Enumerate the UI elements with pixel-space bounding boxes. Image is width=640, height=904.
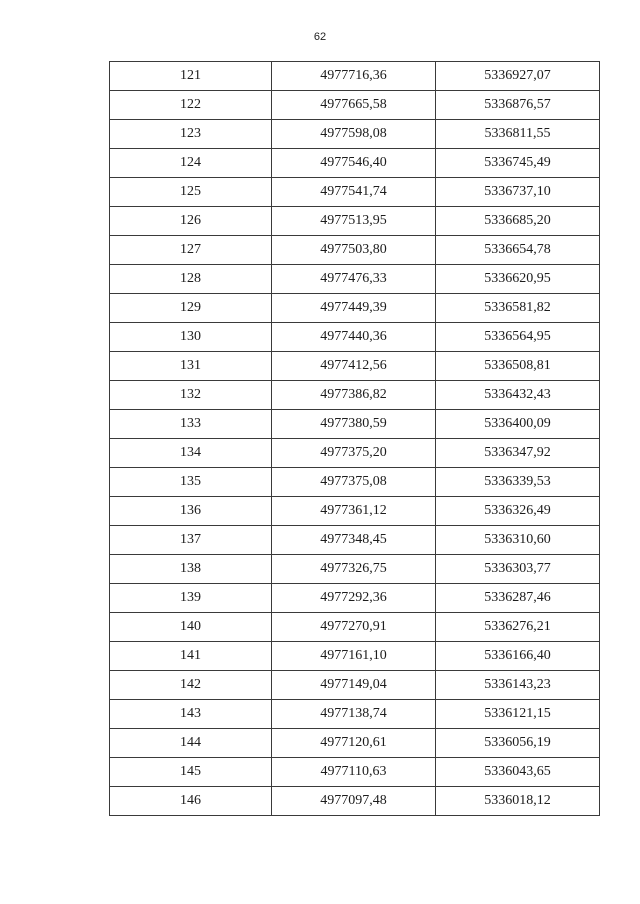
point-number-cell: 139 [110, 584, 272, 613]
point-number-cell: 136 [110, 497, 272, 526]
y-coordinate-cell: 5336339,53 [436, 468, 600, 497]
y-coordinate-cell: 5336043,65 [436, 758, 600, 787]
x-coordinate-cell: 4977412,56 [272, 352, 436, 381]
y-coordinate-cell: 5336121,15 [436, 700, 600, 729]
y-coordinate-cell: 5336811,55 [436, 120, 600, 149]
y-coordinate-cell: 5336432,43 [436, 381, 600, 410]
point-number-cell: 132 [110, 381, 272, 410]
y-coordinate-cell: 5336276,21 [436, 613, 600, 642]
y-coordinate-cell: 5336303,77 [436, 555, 600, 584]
x-coordinate-cell: 4977097,48 [272, 787, 436, 816]
point-number-cell: 142 [110, 671, 272, 700]
point-number-cell: 121 [110, 62, 272, 91]
y-coordinate-cell: 5336581,82 [436, 294, 600, 323]
coordinates-table [109, 61, 600, 816]
table-row [110, 671, 600, 700]
y-coordinate-cell: 5336927,07 [436, 62, 600, 91]
point-number-cell: 146 [110, 787, 272, 816]
x-coordinate-cell: 4977348,45 [272, 526, 436, 555]
x-coordinate-cell: 4977598,08 [272, 120, 436, 149]
point-number-cell: 144 [110, 729, 272, 758]
point-number-cell: 124 [110, 149, 272, 178]
y-coordinate-cell: 5336400,09 [436, 410, 600, 439]
y-coordinate-cell: 5336737,10 [436, 178, 600, 207]
table-row [110, 236, 600, 265]
point-number-cell: 131 [110, 352, 272, 381]
x-coordinate-cell: 4977440,36 [272, 323, 436, 352]
table-row [110, 149, 600, 178]
x-coordinate-cell: 4977503,80 [272, 236, 436, 265]
table-row [110, 613, 600, 642]
x-coordinate-cell: 4977161,10 [272, 642, 436, 671]
y-coordinate-cell: 5336685,20 [436, 207, 600, 236]
x-coordinate-cell: 4977292,36 [272, 584, 436, 613]
table-row [110, 207, 600, 236]
table-row [110, 439, 600, 468]
point-number-cell: 140 [110, 613, 272, 642]
y-coordinate-cell: 5336143,23 [436, 671, 600, 700]
table-row [110, 62, 600, 91]
table-row [110, 642, 600, 671]
table-row [110, 526, 600, 555]
x-coordinate-cell: 4977380,59 [272, 410, 436, 439]
x-coordinate-cell: 4977476,33 [272, 265, 436, 294]
x-coordinate-cell: 4977149,04 [272, 671, 436, 700]
y-coordinate-cell: 5336876,57 [436, 91, 600, 120]
point-number-cell: 145 [110, 758, 272, 787]
y-coordinate-cell: 5336310,60 [436, 526, 600, 555]
point-number-cell: 141 [110, 642, 272, 671]
point-number-cell: 122 [110, 91, 272, 120]
point-number-cell: 130 [110, 323, 272, 352]
y-coordinate-cell: 5336287,46 [436, 584, 600, 613]
y-coordinate-cell: 5336018,12 [436, 787, 600, 816]
point-number-cell: 134 [110, 439, 272, 468]
table-row [110, 584, 600, 613]
table-row [110, 468, 600, 497]
x-coordinate-cell: 4977120,61 [272, 729, 436, 758]
table-row [110, 787, 600, 816]
y-coordinate-cell: 5336745,49 [436, 149, 600, 178]
x-coordinate-cell: 4977546,40 [272, 149, 436, 178]
table-row [110, 265, 600, 294]
point-number-cell: 143 [110, 700, 272, 729]
table-row [110, 323, 600, 352]
x-coordinate-cell: 4977375,08 [272, 468, 436, 497]
y-coordinate-cell: 5336564,95 [436, 323, 600, 352]
x-coordinate-cell: 4977138,74 [272, 700, 436, 729]
x-coordinate-cell: 4977110,63 [272, 758, 436, 787]
table-row [110, 120, 600, 149]
x-coordinate-cell: 4977449,39 [272, 294, 436, 323]
y-coordinate-cell: 5336166,40 [436, 642, 600, 671]
table-row [110, 497, 600, 526]
y-coordinate-cell: 5336508,81 [436, 352, 600, 381]
point-number-cell: 129 [110, 294, 272, 323]
point-number-cell: 125 [110, 178, 272, 207]
y-coordinate-cell: 5336620,95 [436, 265, 600, 294]
point-number-cell: 128 [110, 265, 272, 294]
table-row [110, 352, 600, 381]
table-row [110, 91, 600, 120]
table-row [110, 294, 600, 323]
point-number-cell: 133 [110, 410, 272, 439]
x-coordinate-cell: 4977270,91 [272, 613, 436, 642]
x-coordinate-cell: 4977665,58 [272, 91, 436, 120]
y-coordinate-cell: 5336347,92 [436, 439, 600, 468]
table-row [110, 178, 600, 207]
x-coordinate-cell: 4977716,36 [272, 62, 436, 91]
table-row [110, 700, 600, 729]
table-row [110, 758, 600, 787]
table-row [110, 410, 600, 439]
x-coordinate-cell: 4977375,20 [272, 439, 436, 468]
x-coordinate-cell: 4977513,95 [272, 207, 436, 236]
table-row [110, 729, 600, 758]
point-number-cell: 135 [110, 468, 272, 497]
x-coordinate-cell: 4977361,12 [272, 497, 436, 526]
y-coordinate-cell: 5336326,49 [436, 497, 600, 526]
point-number-cell: 138 [110, 555, 272, 584]
page-number: 62 [313, 31, 327, 43]
table-row [110, 381, 600, 410]
y-coordinate-cell: 5336056,19 [436, 729, 600, 758]
y-coordinate-cell: 5336654,78 [436, 236, 600, 265]
point-number-cell: 127 [110, 236, 272, 265]
point-number-cell: 123 [110, 120, 272, 149]
x-coordinate-cell: 4977326,75 [272, 555, 436, 584]
coordinates-table-body [110, 62, 600, 816]
x-coordinate-cell: 4977386,82 [272, 381, 436, 410]
point-number-cell: 126 [110, 207, 272, 236]
x-coordinate-cell: 4977541,74 [272, 178, 436, 207]
point-number-cell: 137 [110, 526, 272, 555]
table-row [110, 555, 600, 584]
